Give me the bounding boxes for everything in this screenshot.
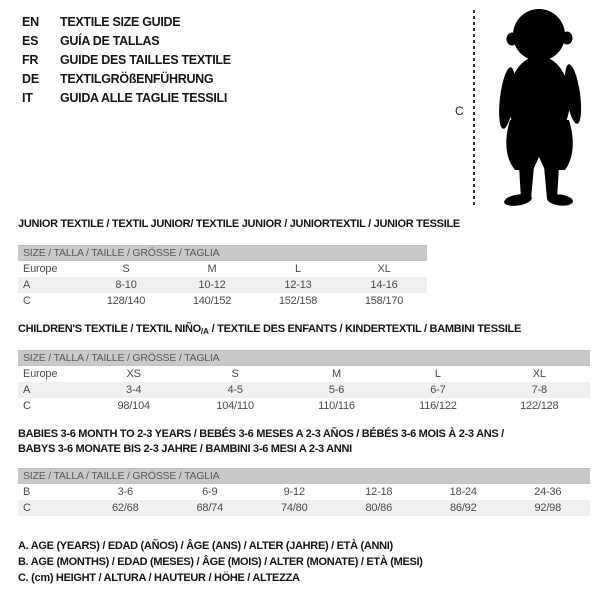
- size-cell: 110/116: [318, 400, 355, 412]
- footnote-c: C. (cm) HEIGHT / ALTURA / HAUTEUR / HÖHE / ALTEZZA: [18, 572, 300, 584]
- size-cell: 9-12: [283, 486, 305, 498]
- language-row: [22, 69, 231, 88]
- size-cell: M: [332, 368, 341, 380]
- size-cell: 116/122: [419, 400, 457, 412]
- table-title-line1: BABIES 3-6 MONTH TO 2-3 YEARS / BEBÉS 3-6 MESES A 2-3 AÑOS / BÉBÉS 3-6 MOIS À 2-3 ANS /: [18, 428, 504, 440]
- size-cell: 8-10: [115, 279, 137, 291]
- language-row: [22, 31, 231, 50]
- language-code: ES: [22, 33, 39, 48]
- size-cell: XS: [126, 368, 141, 380]
- size-cell: 6-7: [430, 384, 446, 396]
- size-cell: 140/152: [192, 295, 232, 307]
- table-title: [18, 427, 590, 457]
- footnote-b: B. AGE (MONTHS) / EDAD (MESES) / ÂGE (MOIS) / ALTER (MONATE) / ETÀ (MESI): [18, 556, 423, 568]
- language-code: IT: [22, 90, 33, 105]
- row-label: Europe: [23, 368, 58, 380]
- size-cell: 4-5: [227, 384, 243, 396]
- baby-silhouette-icon: [483, 8, 595, 208]
- size-cell: 128/140: [106, 295, 146, 307]
- size-cell: 158/170: [364, 295, 404, 307]
- footnote-a: A. AGE (YEARS) / EDAD (AÑOS) / ÂGE (ANS) / ALTER (JAHRE) / ETÀ (ANNI): [18, 540, 393, 552]
- size-header-bar: SIZE / TALLA / TAILLE / GRÖSSE / TAGLIA: [18, 350, 590, 366]
- table-row: [18, 398, 590, 414]
- size-table-junior: [18, 217, 460, 309]
- size-cell: XL: [377, 263, 391, 275]
- size-cell: 7-8: [531, 384, 547, 396]
- language-title: TEXTILE SIZE GUIDE: [60, 14, 181, 29]
- height-measure-line: [473, 10, 475, 206]
- table-row: [18, 366, 590, 382]
- size-header-bar: SIZE / TALLA / TAILLE / GRÖSSE / TAGLIA: [18, 468, 590, 484]
- table-row: [18, 261, 427, 277]
- language-title: TEXTILGRÖßENFÜHRUNG: [60, 71, 214, 86]
- language-row: [22, 12, 231, 31]
- row-label: Europe: [23, 263, 58, 275]
- size-cell: 12-18: [365, 486, 393, 498]
- size-table-babies: [18, 427, 590, 516]
- table-title-subscript: /A: [200, 327, 209, 336]
- language-code: FR: [22, 52, 39, 67]
- size-figure: [450, 8, 598, 210]
- size-header-bar: SIZE / TALLA / TAILLE / GRÖSSE / TAGLIA: [18, 245, 427, 261]
- language-row: [22, 88, 231, 107]
- size-cell: 98/104: [117, 400, 150, 412]
- table-row: [18, 382, 590, 398]
- table-row: [18, 500, 590, 516]
- size-cell: 3-6: [117, 486, 133, 498]
- language-title: GUIDA ALLE TAGLIE TESSILI: [60, 90, 228, 105]
- size-cell: 86/92: [449, 502, 477, 514]
- size-cell: 14-16: [370, 279, 398, 291]
- table-row: [18, 277, 427, 293]
- language-title: GUIDE DES TAILLES TEXTILE: [60, 52, 231, 67]
- language-code: EN: [22, 14, 39, 29]
- row-label: C: [23, 502, 31, 514]
- row-label: A: [23, 279, 31, 291]
- row-label: A: [23, 384, 31, 396]
- size-cell: 152/158: [278, 295, 318, 307]
- size-cell: 62/68: [111, 502, 139, 514]
- table-title: JUNIOR TEXTILE / TEXTIL JUNIOR/ TEXTILE JUNIOR / JUNIORTEXTIL / JUNIOR TESSILE: [18, 218, 460, 230]
- row-label: C: [23, 400, 31, 412]
- language-list: [22, 12, 231, 107]
- language-row: [22, 50, 231, 69]
- size-cell: 5-6: [328, 384, 345, 396]
- size-cell: 3-4: [126, 384, 142, 396]
- row-label: C: [23, 295, 31, 307]
- table-title-line2: BABYS 3-6 MONATE BIS 2-3 JAHRE / BAMBINI 3-6 MESI A 2-3 ANNI: [18, 443, 352, 455]
- size-table-children: [18, 322, 590, 414]
- size-cell: 92/98: [534, 502, 562, 514]
- size-cell: XL: [532, 368, 546, 380]
- size-cell: 24-36: [534, 486, 562, 498]
- size-cell: 80/86: [365, 502, 393, 514]
- size-cell: 74/80: [280, 502, 308, 514]
- height-measure-label: C: [455, 104, 464, 118]
- size-cell: 6-9: [202, 486, 218, 498]
- row-label: B: [23, 486, 31, 498]
- table-title-text: / TEXTILE DES ENFANTS / KINDERTEXTIL / BAMBINI TESSILE: [208, 323, 521, 335]
- size-cell: 68/74: [196, 502, 224, 514]
- table-row: [18, 293, 427, 309]
- table-title: [18, 322, 590, 339]
- language-title: GUÍA DE TALLAS: [60, 33, 160, 48]
- size-cell: M: [207, 263, 217, 275]
- footnotes: [18, 538, 423, 586]
- size-cell: L: [295, 263, 301, 275]
- size-cell: 122/128: [520, 400, 559, 412]
- size-cell: 18-24: [449, 486, 477, 498]
- size-cell: S: [122, 263, 130, 275]
- size-cell: S: [231, 368, 239, 380]
- size-cell: 12-13: [284, 279, 312, 291]
- table-row: [18, 484, 590, 500]
- size-cell: 10-12: [198, 279, 226, 291]
- language-code: DE: [22, 71, 39, 86]
- size-cell: L: [434, 368, 441, 380]
- size-cell: 104/110: [216, 400, 254, 412]
- table-title-text: CHILDREN'S TEXTILE / TEXTIL NIÑO: [18, 323, 201, 335]
